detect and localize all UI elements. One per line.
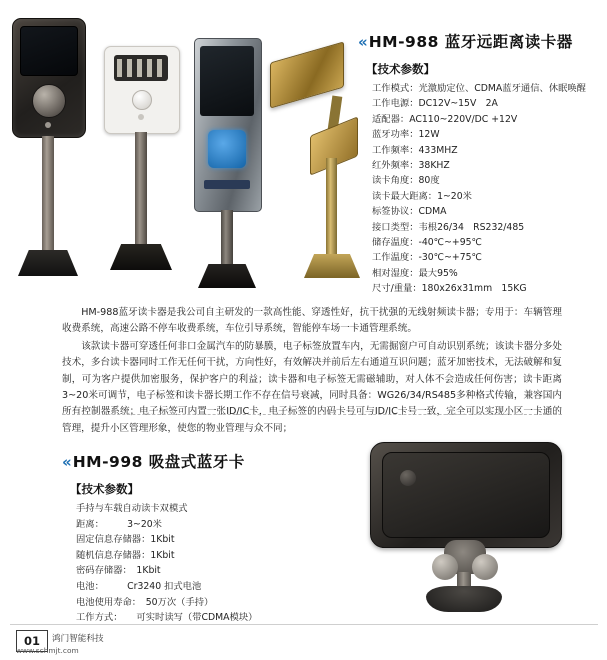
paragraph: HM-988蓝牙读卡器是我公司自主研发的一款高性能、穿透性好，抗干扰强的无线射频读卡器；专用于：车辆管理收费系统，高速公路不停车收费系统，车位引导系统，智能停车场一卡通管理系统。 [62,307,562,335]
product2-spec-heading: 【技术参数】 [70,482,139,496]
footer-company-name: 鸿门智能科技 [52,634,104,644]
reader-button [132,90,152,110]
chevron-left-icon: « [358,33,366,51]
list-item: 读卡角度：80度 [372,175,440,187]
list-item: 密码存储器： 1Kbit [76,565,161,577]
list-item: 相对湿度：最大95% [372,267,458,279]
list-item: 读卡最大距离：1~20米 [372,190,472,202]
list-item: 工作方式： 可实时读写（带CDMA模块） [76,612,258,624]
footer-divider [10,624,598,625]
list-item: 工作电源：DC12V~15V 2A [372,98,498,110]
product-photo-group [8,18,348,283]
paragraph: 该款读卡器可穿透任何非口金属汽车的防暴膜，电子标签放置车内，无需掘窗户可自动识别系统；该读卡器分多处技术，多台读卡器同时工作无任何干扰，方向性好，有效解决并前后左右通道互识问题；蓝牙加密技术，无法破解和复制，可为客户提供加密服务，保护客户的利益；读卡器和电子标签无需磁辅助，对人体不会造成任何伤害；读卡距离3~20米可调节，电子标签和读卡器长期工作不存在信号衰减，同时具备：WG26/34/RS485多种格式传输，兼容国内所有控制器系统；电子标签可内置一张ID/IC卡，电子标签的内码卡号可与ID/IC卡号一致，完全可以实现小区一卡通的管理，提升小区管理形象，使您的物业管理与众不同； [62,340,562,434]
reader-window [200,46,254,116]
product-photo-white-reader [104,46,178,276]
indicator-led-icon [400,470,416,486]
ball-joint-right [472,554,498,580]
pole [135,132,147,248]
product1-spec-block [358,30,600,297]
footer-url: www.schmjt.com [16,646,79,655]
ball-joint-left [432,554,458,580]
indicator-led-icon [45,122,51,128]
list-item: 尺寸/重量：180x26x31mm 15KG [372,283,527,295]
list-item: 工作模式：光激励定位、CDMA蓝牙通信、休眠唤醒 [372,83,586,94]
list-item: 适配器：AC110~220V/DC +12V [372,113,518,125]
pole [42,136,54,256]
base-plate [304,254,360,278]
list-item: 电池使用寿命： 50万次（手持） [76,596,214,608]
infrared-array-icon [117,59,165,77]
pole [221,210,233,268]
product-photo-blue-panel-reader [194,38,260,288]
list-item: 距离： 3~20米 [76,518,162,530]
suction-cup [426,586,502,612]
product1-spec-list [358,81,600,297]
section-divider [62,414,562,415]
list-item: 蓝牙功率：12W [372,129,440,141]
list-item: 红外频率：38KHZ [372,160,450,172]
list-item: 手持与车载自动读卡双模式 [76,503,188,514]
product-photo-gold-reader [270,52,362,287]
indicator-led-icon [138,114,144,120]
base-plate [110,244,172,270]
card-face [382,452,550,538]
chevron-left-icon: « [62,453,70,471]
product2-title: HM-998 吸盘式蓝牙卡 [72,453,245,471]
page-number: 01 [16,630,48,652]
product1-title: HM-988 蓝牙远距离读卡器 [368,33,573,51]
product1-description [62,305,562,438]
product1-spec-heading: 【技术参数】 [366,62,435,76]
product1-title-row [358,30,600,52]
list-item: 随机信息存储器：1Kbit [76,549,175,561]
reader-screen [20,26,78,76]
product2-spec-block [62,450,362,626]
base-plate [18,250,78,276]
camera-lens-icon [32,84,66,118]
product-photo-dark-pole-reader [12,18,84,283]
base-plate [198,264,256,288]
list-item: 标签协议：CDMA [372,206,447,218]
list-item: 工作频率：433MHZ [372,144,458,156]
list-item: 接口类型：韦根26/34 RS232/485 [372,221,525,233]
product-photo-suction-bluetooth-card [352,442,582,622]
product2-spec-list [62,501,362,626]
brand-label [204,180,250,189]
list-item: 工作温度：-30℃~+75℃ [372,252,482,264]
list-item: 固定信息存储器：1Kbit [76,534,175,546]
bluetooth-module-icon [208,130,246,168]
pole [326,158,337,258]
product2-title-row [62,450,362,472]
list-item: 电池： Cr3240 扣式电池 [76,580,202,592]
list-item: 储存温度：-40℃~+95℃ [372,237,482,249]
